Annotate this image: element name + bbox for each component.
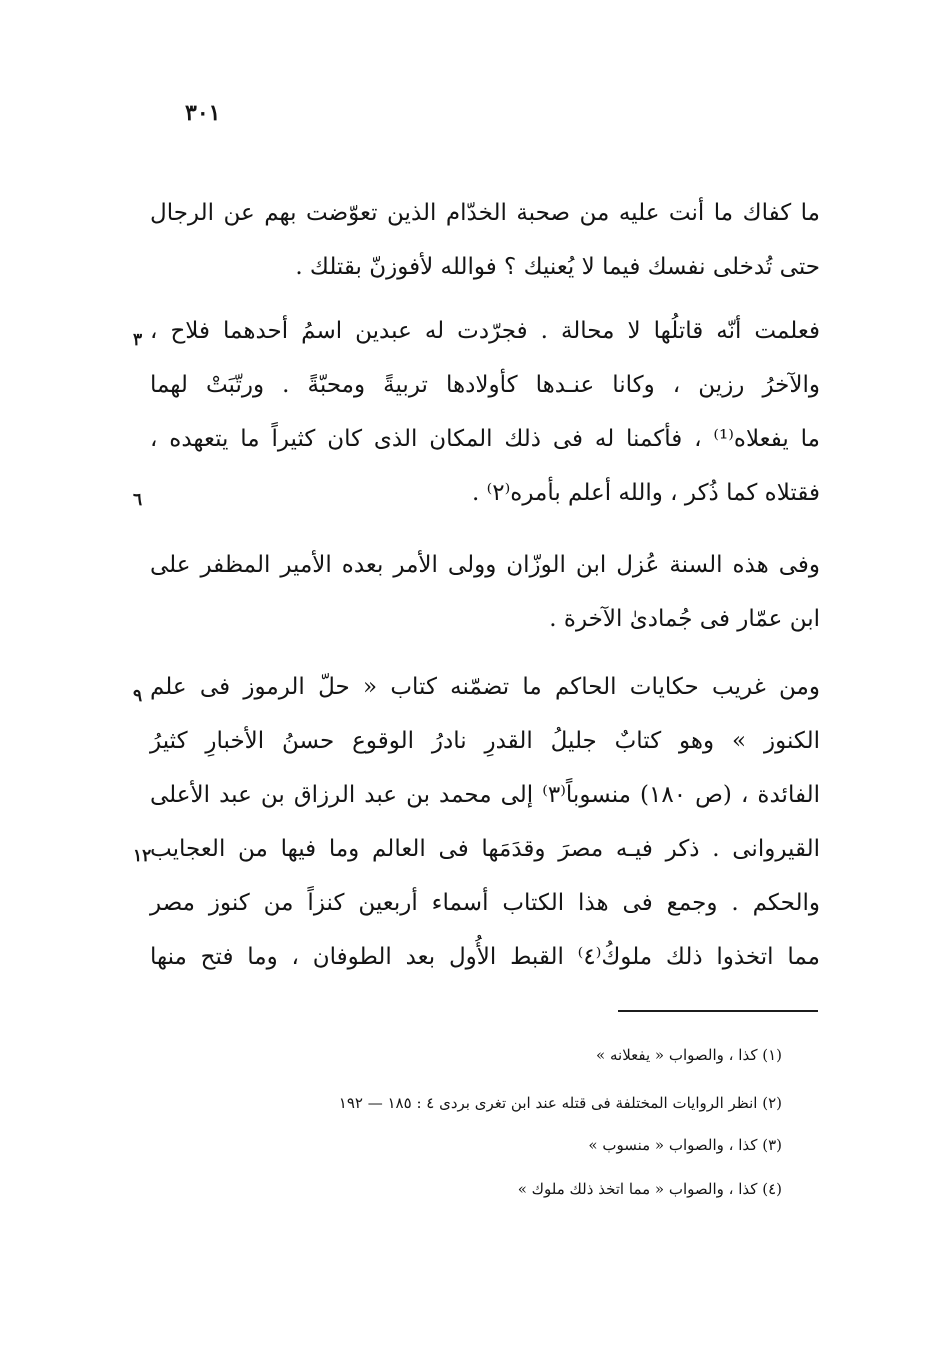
footnote: (٤) كذا ، والصواب « مما اتخذ ذلك ملوك » <box>517 1180 782 1198</box>
line-number-marker: ٣ <box>133 330 143 350</box>
text-line: الفائدة ، (ص ١٨٠) منسوباً⁽٣⁾ إلى محمد بن عبد الرزاق بن عبد الأعلى <box>150 782 820 808</box>
text-line: والحكم . وجمع فى هذا الكتاب أسماء أربعين كنزاً من كنوز مصر <box>150 890 820 916</box>
line-number-marker: ١٢ <box>133 846 152 866</box>
paragraph <box>150 660 820 984</box>
text-line: الكنوز » وهو كتابٌ جليلُ القدرِ نادرُ الوقوع حسنُ الأخبارِ كثيرُ <box>150 728 820 754</box>
paragraph <box>150 186 820 294</box>
text-line: فعلمت أنّه قاتلُها لا محالة . فجرّدت له عبدين اسمُ أحدهما فلاح ، <box>150 318 820 344</box>
text-line: ما يفعلاه⁽¹⁾ ، فأكمنا له فى ذلك المكان الذى كان كثيراً ما يتعهده ، <box>150 426 820 452</box>
text-line: مما اتخذوا ذلك ملوكُ⁽٤⁾ القبط الأُول بعد الطوفان ، وما فتح منها <box>150 944 821 970</box>
line-number-marker: ٩ <box>133 686 143 706</box>
text-line: ما كفاك ما أنت عليه من صحبة الخدّام الذين تعوّضت بهم عن الرجال <box>150 200 820 226</box>
text-line: ابن عمّار فى جُمادىٰ الآخرة . <box>549 606 820 632</box>
footnote: (٣) كذا ، والصواب « منسوب » <box>588 1136 782 1154</box>
page-number: ٣٠١ <box>185 100 221 126</box>
text-line: ومن غريب حكايات الحاكم ما تضمّنه كتاب « حلّ الرموز فى علم <box>150 674 820 700</box>
line-number-marker: ٦ <box>133 490 143 510</box>
text-line: القيروانى . ذكر فيـه مصرَ وقدَمَها فى العالم وما فيها من العجايب <box>150 836 820 862</box>
footnote-separator <box>618 1010 818 1012</box>
footnote: (١) كذا ، والصواب « يفعلانه » <box>596 1046 782 1064</box>
text-line: فقتلاه كما ذُكر ، والله أعلم بأمره⁽٢⁾ . <box>471 480 820 506</box>
text-line: وفى هذه السنة عُزل ابن الوزّان وولى الأمر بعده الأمير المظفر على <box>150 552 820 578</box>
text-line: والآخرُ رزين ، وكانا عنـدها كأولادها تربيةً ومحبّةً . ورتّبَتْ لهما <box>150 372 820 398</box>
footnote: (٢) انظر الروايات المختلفة فى قتله عند ابن تغرى بردى ٤ : ١٨٥ — ١٩٢ <box>338 1094 782 1112</box>
text-line: حتى تُدخلى نفسك فيما لا يُعنيك ؟ فوالله لأفوزنّ بقتلك . <box>295 254 820 280</box>
paragraph <box>150 304 820 520</box>
paragraph <box>150 538 820 646</box>
